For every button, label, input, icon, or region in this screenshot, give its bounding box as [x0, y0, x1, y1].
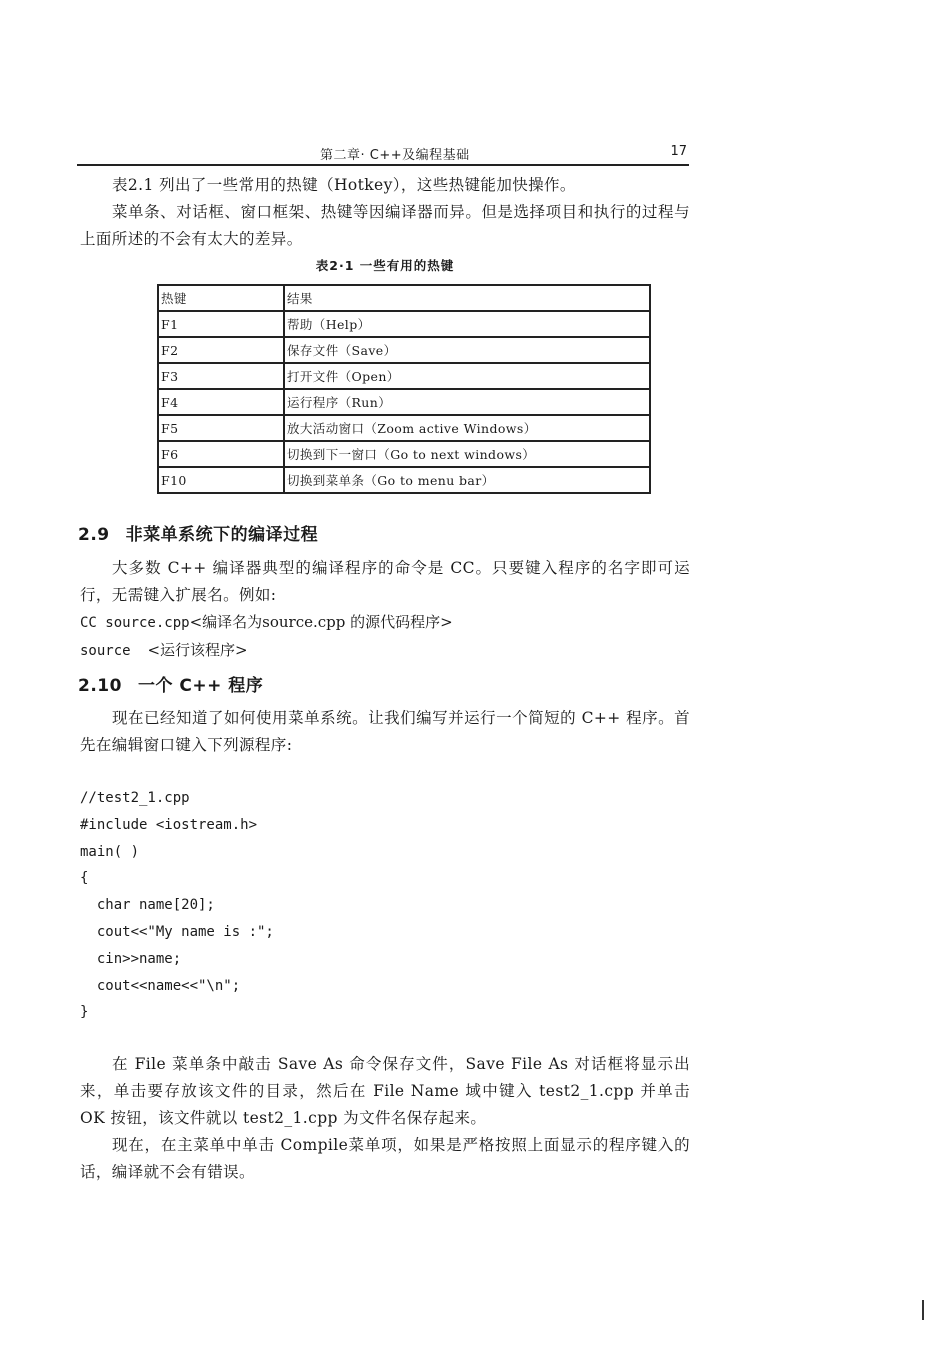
hotkey-cell: F10 [158, 467, 284, 493]
section-number: 2.10 [78, 676, 122, 696]
intro-paragraph: 表2.1 列出了一些常用的热键（Hotkey），这些热键能加快操作。 [112, 176, 576, 194]
compile-paragraph: 大多数 C++ 编译器典型的编译程序的命令是 CC。只要键入程序的名字即可运行，无需键入扩展名。例如: [80, 559, 690, 604]
code-line: cout<<"My name is :"; [80, 923, 274, 940]
code-line: { [80, 870, 89, 887]
run-command-line [80, 637, 248, 665]
hotkey-cell: F2 [158, 337, 284, 363]
section-number: 2.9 [78, 525, 110, 545]
code-line: #include <iostream.h> [80, 816, 258, 833]
scan-edge-mark [922, 1300, 924, 1320]
compile-command-line [80, 609, 453, 637]
code-listing [80, 785, 274, 1026]
table-row [158, 363, 650, 389]
hotkey-cell: F6 [158, 441, 284, 467]
column-header-hotkey: 热键 [158, 285, 284, 311]
code-line: cout<<name<<"\n"; [80, 977, 241, 994]
running-header [77, 144, 689, 166]
section-title: 一个 C++ 程序 [137, 676, 264, 696]
column-header-result: 结果 [284, 285, 650, 311]
result-cell: 切换到菜单条（Go to menu bar） [284, 467, 650, 493]
page-number: 17 [670, 144, 687, 159]
section-heading-2-10 [78, 671, 263, 696]
table-caption: 表2·1 一些有用的热键 [315, 258, 455, 273]
table-row [158, 389, 650, 415]
table-row [158, 311, 650, 337]
code-line: //test2_1.cpp [80, 790, 190, 806]
code-line: char name[20]; [80, 897, 215, 914]
command-code: source [80, 643, 148, 659]
code-line: main( ) [80, 843, 140, 860]
save-paragraph: 在 File 菜单条中敲击 Save As 命令保存文件，Save File As 对话框将显示出来，单击要存放该文件的目录，然后在 File Name 域中键入 test2_1.cpp 并单击 OK 按钮，该文件就以 test2_1.cpp 为文件名保存起来。 [80, 1055, 690, 1127]
compile-result-paragraph: 现在，在主菜单中单击 Compile菜单项，如果是严格按照上面显示的程序键入的话，编译就不会有错误。 [80, 1136, 690, 1181]
hotkey-cell: F5 [158, 415, 284, 441]
result-cell: 保存文件（Save） [284, 337, 650, 363]
table-row [158, 467, 650, 493]
hotkey-table [157, 284, 651, 494]
section-title: 非菜单系统下的编译过程 [125, 525, 319, 545]
result-cell: 切换到下一窗口（Go to next windows） [284, 441, 650, 467]
table-row [158, 337, 650, 363]
hotkey-cell: F1 [158, 311, 284, 337]
result-cell: 运行程序（Run） [284, 389, 650, 415]
program-intro-paragraph: 现在已经知道了如何使用菜单系统。让我们编写并运行一个简短的 C++ 程序。首先在编辑窗口键入下列源程序: [80, 709, 690, 754]
table-header-row [158, 285, 650, 311]
table-row [158, 415, 650, 441]
section-heading-2-9 [78, 520, 318, 545]
code-line: } [80, 1004, 89, 1021]
command-code: CC source.cpp [80, 615, 190, 631]
hotkey-cell: F3 [158, 363, 284, 389]
menu-paragraph: 菜单条、对话框、窗口框架、热键等因编译器而异。但是选择项目和执行的过程与上面所述的不会有太大的差异。 [80, 203, 690, 248]
command-note: <编译名为source.cpp 的源代码程序> [189, 613, 453, 631]
result-cell: 帮助（Help） [284, 311, 650, 337]
command-note: <运行该程序> [147, 641, 248, 659]
chapter-title: 第二章· C++及编程基础 [320, 148, 470, 163]
result-cell: 放大活动窗口（Zoom active Windows） [284, 415, 650, 441]
hotkey-cell: F4 [158, 389, 284, 415]
table-row [158, 441, 650, 467]
code-line: cin>>name; [80, 950, 182, 967]
result-cell: 打开文件（Open） [284, 363, 650, 389]
